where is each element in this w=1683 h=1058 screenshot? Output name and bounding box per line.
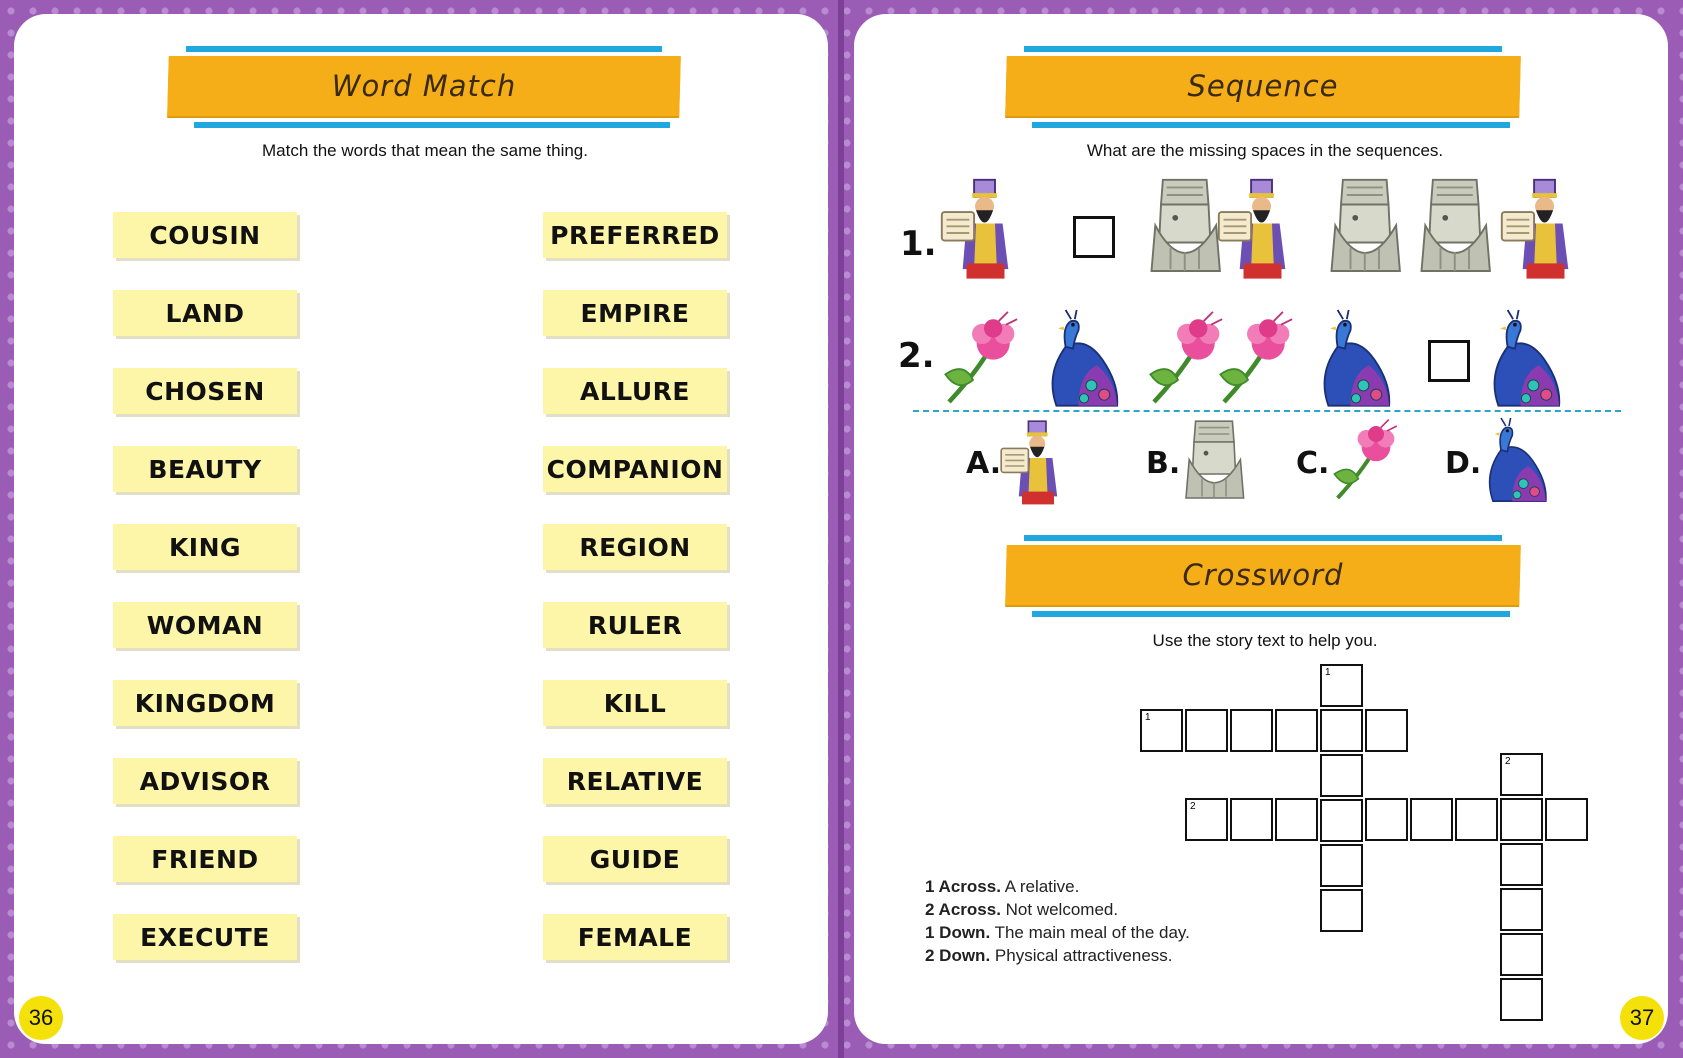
crossword-cell-number: 1 bbox=[1145, 712, 1151, 723]
statue-icon bbox=[1412, 176, 1498, 281]
flower-icon bbox=[1213, 310, 1296, 411]
word-tile-right-guide[interactable]: GUIDE bbox=[543, 836, 727, 882]
book-spine bbox=[838, 0, 844, 1058]
word-match-instructions: Match the words that mean the same thing. bbox=[261, 141, 588, 160]
king-icon bbox=[1215, 176, 1301, 281]
crossword-cell[interactable] bbox=[1500, 843, 1543, 886]
page-number-right: 37 bbox=[1620, 996, 1664, 1040]
word-tile-right-allure[interactable]: ALLURE bbox=[543, 368, 727, 414]
peacock-icon bbox=[1480, 310, 1563, 411]
sequence-title: Sequence bbox=[1187, 69, 1339, 103]
crossword-cell[interactable] bbox=[1230, 798, 1273, 841]
word-tile-right-female[interactable]: FEMALE bbox=[543, 914, 727, 960]
crossword-cell[interactable] bbox=[1275, 798, 1318, 841]
crossword-clues bbox=[925, 875, 1190, 967]
crossword-cell[interactable] bbox=[1365, 798, 1408, 841]
king-icon bbox=[1498, 176, 1584, 281]
word-tile-right-relative[interactable]: RELATIVE bbox=[543, 758, 727, 804]
page-number-left: 36 bbox=[19, 996, 63, 1040]
option-label: D. bbox=[1445, 446, 1482, 481]
word-tile-right-region[interactable]: REGION bbox=[543, 524, 727, 570]
crossword-cell[interactable] bbox=[1500, 933, 1543, 976]
statue-icon bbox=[1322, 176, 1408, 281]
flower-icon bbox=[1328, 418, 1400, 506]
clue-1-down: 1 Down. The main meal of the day. bbox=[925, 923, 1190, 942]
word-tile-left-beauty[interactable]: BEAUTY bbox=[113, 446, 297, 492]
king-icon bbox=[998, 418, 1070, 506]
crossword-cell[interactable] bbox=[1230, 709, 1273, 752]
crossword-cell[interactable] bbox=[1185, 798, 1228, 841]
crossword-cell[interactable] bbox=[1275, 709, 1318, 752]
sequence-row-2-label: 2. bbox=[898, 336, 935, 376]
clue-1-across: 1 Across. A relative. bbox=[925, 877, 1080, 896]
crossword-cell-number: 2 bbox=[1505, 756, 1511, 767]
king-icon bbox=[938, 176, 1024, 281]
option-label: B. bbox=[1146, 446, 1181, 481]
peacock-icon bbox=[1310, 310, 1393, 411]
crossword-title: Crossword bbox=[1182, 558, 1344, 592]
crossword-cell-number: 2 bbox=[1190, 801, 1196, 812]
word-tile-right-companion[interactable]: COMPANION bbox=[543, 446, 727, 492]
crossword-cell[interactable] bbox=[1545, 798, 1588, 841]
crossword-cell[interactable] bbox=[1365, 709, 1408, 752]
word-tile-left-cousin[interactable]: COUSIN bbox=[113, 212, 297, 258]
crossword-cell[interactable] bbox=[1500, 888, 1543, 931]
crossword-cell[interactable] bbox=[1320, 664, 1363, 707]
word-tile-right-preferred[interactable]: PREFERRED bbox=[543, 212, 727, 258]
word-tile-left-kingdom[interactable]: KINGDOM bbox=[113, 680, 297, 726]
crossword-cell[interactable] bbox=[1320, 799, 1363, 842]
crossword-cell[interactable] bbox=[1455, 798, 1498, 841]
crossword-banner bbox=[1006, 545, 1520, 605]
crossword-cell-number: 1 bbox=[1325, 667, 1331, 678]
word-tile-left-chosen[interactable]: CHOSEN bbox=[113, 368, 297, 414]
crossword-cell[interactable] bbox=[1140, 709, 1183, 752]
word-tile-right-kill[interactable]: KILL bbox=[543, 680, 727, 726]
statue-icon bbox=[1178, 418, 1250, 506]
flower-icon bbox=[938, 310, 1021, 411]
crossword-cell[interactable] bbox=[1320, 889, 1363, 932]
sequence-row-1-blank[interactable] bbox=[1073, 216, 1115, 258]
crossword-cell[interactable] bbox=[1500, 798, 1543, 841]
word-tile-right-ruler[interactable]: RULER bbox=[543, 602, 727, 648]
sequence-banner bbox=[1006, 56, 1520, 116]
crossword-cell[interactable] bbox=[1410, 798, 1453, 841]
crossword-cell[interactable] bbox=[1500, 978, 1543, 1021]
option-label: C. bbox=[1296, 446, 1330, 481]
word-tile-right-empire[interactable]: EMPIRE bbox=[543, 290, 727, 336]
word-tile-left-execute[interactable]: EXECUTE bbox=[113, 914, 297, 960]
sequence-row-2-blank[interactable] bbox=[1428, 340, 1470, 382]
crossword-cell[interactable] bbox=[1185, 709, 1228, 752]
crossword-cell[interactable] bbox=[1320, 754, 1363, 797]
word-tile-left-friend[interactable]: FRIEND bbox=[113, 836, 297, 882]
peacock-icon bbox=[1477, 418, 1549, 506]
crossword-cell[interactable] bbox=[1500, 753, 1543, 796]
crossword-cell[interactable] bbox=[1320, 709, 1363, 752]
crossword-instructions: Use the story text to help you. bbox=[1152, 631, 1378, 650]
clue-2-across: 2 Across. Not welcomed. bbox=[925, 900, 1119, 919]
word-tile-left-advisor[interactable]: ADVISOR bbox=[113, 758, 297, 804]
crossword-cell[interactable] bbox=[1320, 844, 1363, 887]
option-label: A. bbox=[966, 446, 1002, 481]
word-tile-left-land[interactable]: LAND bbox=[113, 290, 297, 336]
sequence-instructions: What are the missing spaces in the sequences. bbox=[1086, 141, 1444, 160]
sequence-divider bbox=[913, 410, 1621, 412]
clue-2-down: 2 Down. Physical attractiveness. bbox=[925, 946, 1173, 965]
word-tile-left-king[interactable]: KING bbox=[113, 524, 297, 570]
peacock-icon bbox=[1038, 310, 1121, 411]
word-match-banner bbox=[168, 56, 680, 116]
word-match-title: Word Match bbox=[331, 69, 517, 103]
sequence-row-1-label: 1. bbox=[900, 224, 937, 264]
word-tile-left-woman[interactable]: WOMAN bbox=[113, 602, 297, 648]
